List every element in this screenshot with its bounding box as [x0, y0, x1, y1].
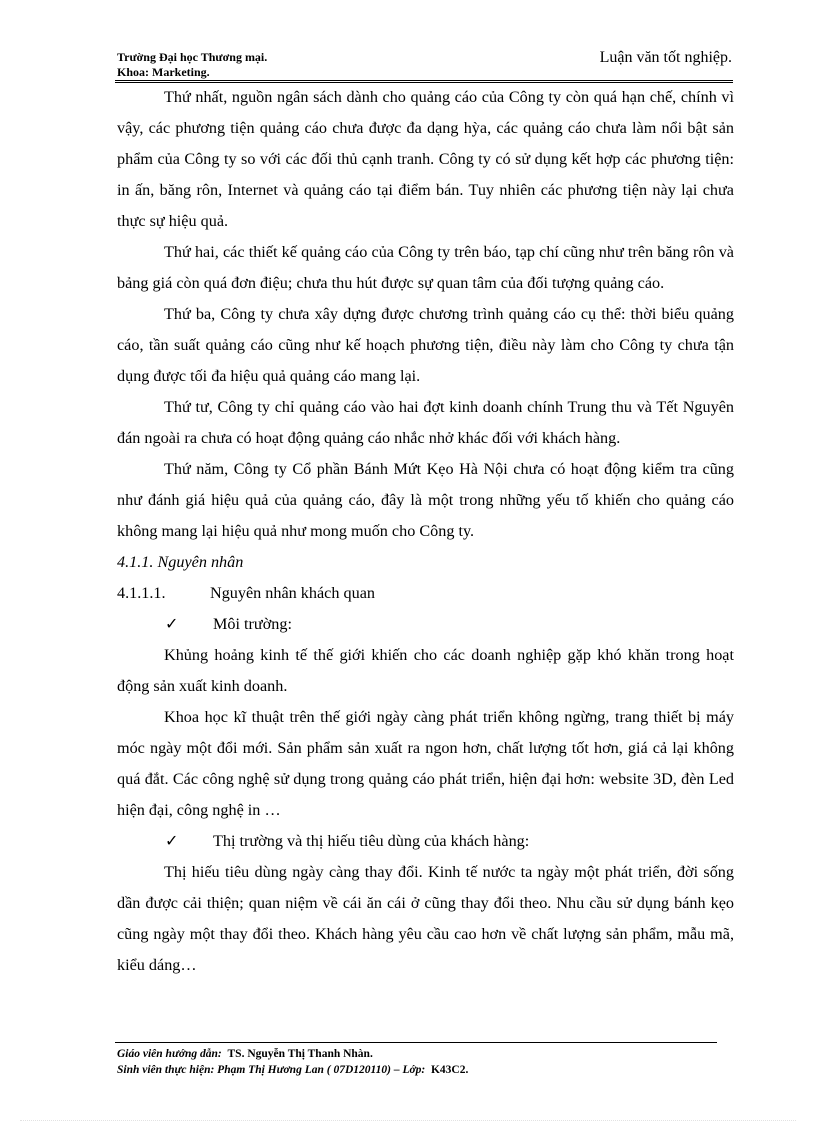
subsection-title: Nguyên nhân khách quan	[210, 584, 375, 602]
checkmark-icon: ✓	[165, 615, 179, 633]
bullet-item	[117, 609, 734, 640]
paragraph: Thứ năm, Công ty Cổ phần Bánh Mứt Kẹo Hà Nội chưa có hoạt động kiểm tra cũng như đánh giá hiệu quả của quảng cáo, đây là một trong những yếu tố khiến cho quảng cáo không mang lại hiệu quả như mong muốn cho Công ty.	[117, 460, 734, 540]
faculty-name: Khoa: Marketing.	[117, 65, 210, 79]
subsection-heading	[117, 578, 734, 609]
advisor-name: TS. Nguyễn Thị Thanh Nhàn.	[227, 1048, 373, 1060]
student-class: K43C2.	[430, 1064, 469, 1076]
subsection-number: 4.1.1.1.	[117, 584, 166, 602]
paragraph: Thứ ba, Công ty chưa xây dựng được chương trình quảng cáo cụ thể: thời biểu quảng cáo, tần suất quảng cáo cũng như kế hoạch phương tiện, điều này làm cho Công ty chưa tận dụng được tối đa hiệu quả quảng cáo mang lại.	[117, 305, 734, 385]
section-heading: 4.1.1. Nguyên nhân	[117, 553, 244, 571]
student-line	[117, 1062, 468, 1078]
school-name: Trường Đại học Thương mại.	[117, 50, 268, 64]
paragraph: Khoa học kĩ thuật trên thế giới ngày càng phát triển không ngừng, trang thiết bị máy móc ngày một đổi mới. Sản phẩm sản xuất ra ngon hơn, chất lượng tốt hơn, giá cả lại không quá đắt. Các công nghệ sử dụng trong quảng cáo phát triển, hiện đại hơn: website 3D, đèn Led hiện đại, công nghệ in …	[117, 708, 734, 819]
footer	[117, 1046, 468, 1078]
bullet-text: Thị trường và thị hiếu tiêu dùng của khách hàng:	[213, 832, 530, 850]
paragraph: Thứ hai, các thiết kế quảng cáo của Công ty trên báo, tạp chí cũng như trên băng rôn và bảng giá còn quá đơn điệu; chưa thu hút được sự quan tâm của đối tượng quảng cáo.	[117, 243, 734, 292]
paragraph: Thứ tư, Công ty chỉ quảng cáo vào hai đợt kinh doanh chính Trung thu và Tết Nguyên đán ngoài ra chưa có hoạt động quảng cáo nhắc nhở khác đối với khách hàng.	[117, 398, 734, 447]
paragraph: Thị hiếu tiêu dùng ngày càng thay đổi. Kinh tế nước ta ngày một phát triển, đời sống dần được cải thiện; quan niệm về cái ăn cái ở cũng thay đổi theo. Nhu cầu sử dụng bánh kẹo cũng ngày một thay đổi theo. Khách hàng yêu cầu cao hơn về chất lượng sản phẩm, mẫu mã, kiểu dáng…	[117, 863, 734, 974]
checkmark-icon: ✓	[165, 832, 179, 850]
advisor-line	[117, 1046, 468, 1062]
paragraph: Khủng hoảng kinh tế thế giới khiến cho các doanh nghiệp gặp khó khăn trong hoạt động sản xuất kinh doanh.	[117, 646, 734, 695]
bullet-text: Môi trường:	[213, 615, 292, 633]
footer-divider	[115, 1042, 717, 1043]
document-body	[117, 82, 734, 981]
document-type: Luận văn tốt nghiệp.	[599, 49, 732, 66]
student-label: Sinh viên thực hiện: Phạm Thị Hương Lan ( 07D120110) – Lớp:	[117, 1064, 426, 1076]
advisor-label: Giáo viên hướng dẫn:	[117, 1048, 222, 1060]
paragraph: Thứ nhất, nguồn ngân sách dành cho quảng cáo của Công ty còn quá hạn chế, chính vì vậy, các phương tiện quảng cáo chưa được đa dạng hỳa, các quảng cáo chưa làm nổi bật sản phẩm của Công ty so với các đối thủ cạnh tranh. Công ty có sử dụng kết hợp các phương tiện: in ấn, băng rôn, Internet và quảng cáo tại điểm bán. Tuy nhiên các phương tiện này lại chưa thực sự hiệu quả.	[117, 88, 734, 230]
bullet-item	[117, 826, 734, 857]
page-bottom-dotted-line	[20, 1120, 796, 1121]
header-left	[117, 50, 267, 80]
